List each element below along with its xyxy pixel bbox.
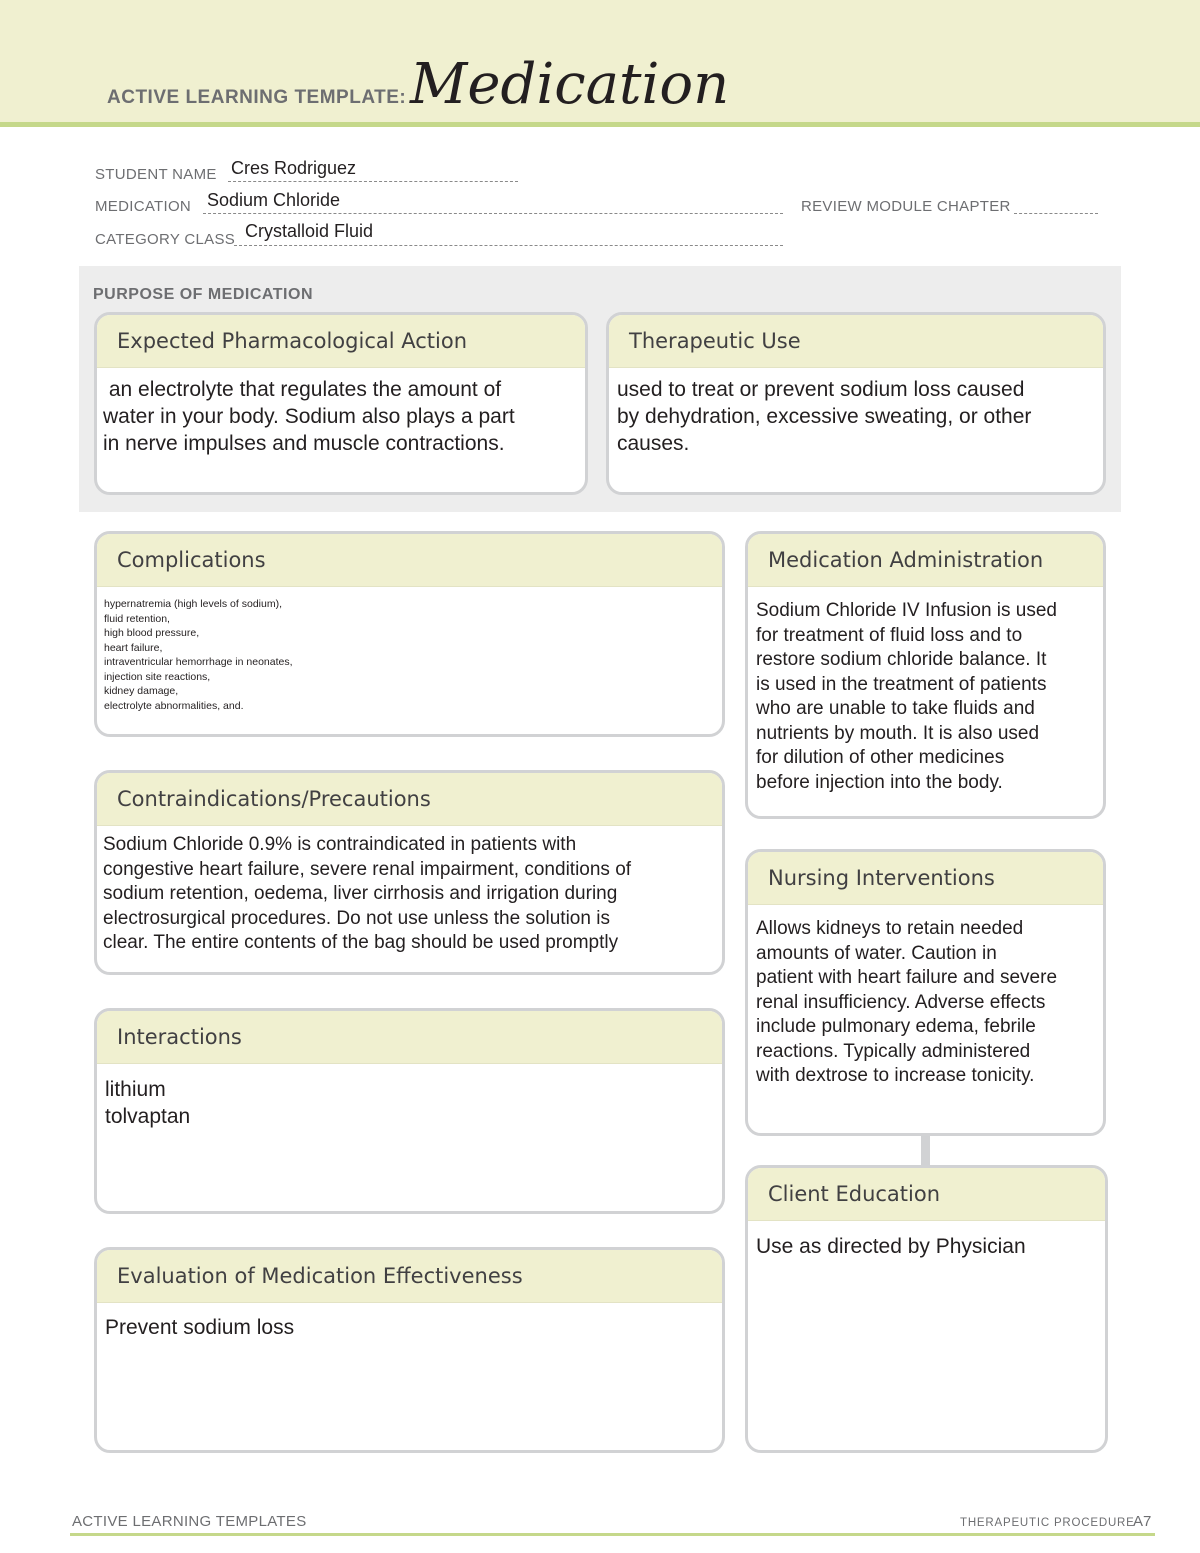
text-line: high blood pressure, bbox=[104, 627, 200, 639]
medication-label: MEDICATION bbox=[95, 198, 192, 215]
text-line: clear. The entire contents of the bag should be used promptly bbox=[103, 932, 619, 953]
category-class-field[interactable]: Crystalloid Fluid bbox=[245, 221, 374, 241]
text-line: lithium bbox=[105, 1078, 166, 1101]
footer-section: THERAPEUTIC PROCEDURE bbox=[960, 1517, 1135, 1529]
footer-title: ACTIVE LEARNING TEMPLATES bbox=[72, 1513, 307, 1530]
text-line: is used in the treatment of patients bbox=[756, 673, 1047, 695]
text-line: congestive heart failure, severe renal impairment, conditions of bbox=[103, 858, 632, 880]
text-line: causes. bbox=[617, 432, 690, 455]
contraindications-box bbox=[94, 770, 725, 975]
student-name-label: STUDENT NAME bbox=[95, 166, 217, 183]
text-line: Sodium Chloride 0.9% is contraindicated in patients with bbox=[103, 834, 577, 855]
text-line: amounts of water. Caution in bbox=[756, 942, 997, 964]
text-line: nutrients by mouth. It is also used bbox=[756, 722, 1040, 744]
text-line: tolvaptan bbox=[105, 1105, 191, 1128]
complications-box bbox=[94, 531, 725, 737]
page-number: A7 bbox=[1133, 1513, 1152, 1530]
text-line: with dextrose to increase tonicity. bbox=[756, 1065, 1035, 1086]
nursing-interventions-text[interactable] bbox=[748, 905, 1103, 1089]
text-line: intraventricular hemorrhage in neonates, bbox=[104, 656, 293, 668]
text-line: hypernatremia (high levels of sodium), bbox=[104, 598, 282, 610]
text-line: Use as directed by Physician bbox=[756, 1235, 1026, 1258]
text-line: reactions. Typically administered bbox=[756, 1040, 1031, 1062]
interactions-box bbox=[94, 1008, 725, 1214]
contraindications-heading: Contraindications/Precautions bbox=[97, 773, 722, 826]
nursing-interventions-heading: Nursing Interventions bbox=[748, 852, 1103, 905]
interactions-heading: Interactions bbox=[97, 1011, 722, 1064]
text-line: in nerve impulses and muscle contractions. bbox=[103, 432, 505, 455]
text-line: Sodium Chloride IV Infusion is used bbox=[756, 600, 1057, 621]
text-line: water in your body. Sodium also plays a part bbox=[103, 405, 515, 428]
nursing-interventions-box bbox=[745, 849, 1106, 1136]
text-line: heart failure, bbox=[104, 641, 163, 654]
medication-administration-heading: Medication Administration bbox=[748, 534, 1103, 587]
therapeutic-use-text[interactable] bbox=[609, 368, 1103, 457]
text-line: sodium retention, oedema, liver cirrhosis and irrigation during bbox=[103, 883, 618, 904]
text-line: Allows kidneys to retain needed bbox=[756, 918, 1024, 939]
contraindications-text[interactable] bbox=[97, 826, 722, 956]
medication-line bbox=[203, 213, 783, 214]
review-module-field[interactable] bbox=[1014, 213, 1098, 214]
student-name-field[interactable]: Cres Rodriguez bbox=[231, 158, 357, 178]
evaluation-heading: Evaluation of Medication Effectiveness bbox=[97, 1250, 722, 1303]
text-line: restore sodium chloride balance. It bbox=[756, 649, 1047, 670]
expected-action-text[interactable] bbox=[97, 368, 585, 457]
client-education-text[interactable] bbox=[748, 1221, 1105, 1260]
text-line: an electrolyte that regulates the amount of bbox=[103, 378, 502, 401]
medication-field[interactable]: Sodium Chloride bbox=[207, 190, 341, 210]
purpose-title: PURPOSE OF MEDICATION bbox=[93, 286, 313, 303]
medication-administration-text[interactable] bbox=[748, 587, 1103, 795]
text-line: patient with heart failure and severe bbox=[756, 967, 1058, 988]
text-line: electrosurgical procedures. Do not use unless the solution is bbox=[103, 907, 610, 929]
text-line: injection site reactions, bbox=[104, 670, 211, 683]
text-line: renal insufficiency. Adverse effects bbox=[756, 991, 1046, 1013]
text-line: for treatment of fluid loss and to bbox=[756, 624, 1023, 646]
category-class-label: CATEGORY CLASS bbox=[95, 231, 236, 248]
page-title: Medication bbox=[410, 52, 730, 117]
review-module-label: REVIEW MODULE CHAPTER bbox=[801, 198, 1011, 215]
therapeutic-use-heading: Therapeutic Use bbox=[609, 315, 1103, 368]
header-label: ACTIVE LEARNING TEMPLATE: bbox=[107, 87, 407, 108]
text-line: Prevent sodium loss bbox=[105, 1316, 295, 1339]
complications-heading: Complications bbox=[97, 534, 722, 587]
text-line: by dehydration, excessive sweating, or other bbox=[617, 405, 1032, 428]
student-name-line bbox=[228, 181, 518, 182]
client-education-box bbox=[745, 1165, 1108, 1453]
box-connector bbox=[921, 1134, 930, 1166]
complications-text[interactable] bbox=[97, 587, 722, 713]
text-line: before injection into the body. bbox=[756, 771, 1003, 793]
text-line: who are unable to take fluids and bbox=[756, 698, 1035, 719]
expected-action-heading: Expected Pharmacological Action bbox=[97, 315, 585, 368]
text-line: kidney damage, bbox=[104, 685, 179, 697]
client-education-heading: Client Education bbox=[748, 1168, 1105, 1221]
therapeutic-use-box bbox=[606, 312, 1106, 495]
text-line: used to treat or prevent sodium loss caused bbox=[617, 378, 1025, 401]
text-line: include pulmonary edema, febrile bbox=[756, 1016, 1036, 1037]
text-line: electrolyte abnormalities, and. bbox=[104, 699, 244, 712]
text-line: fluid retention, bbox=[104, 612, 170, 625]
header-rule bbox=[0, 122, 1200, 127]
evaluation-box bbox=[94, 1247, 725, 1453]
interactions-text[interactable] bbox=[97, 1064, 722, 1130]
expected-action-box bbox=[94, 312, 588, 495]
medication-administration-box bbox=[745, 531, 1106, 819]
category-class-line bbox=[234, 245, 783, 246]
text-line: for dilution of other medicines bbox=[756, 747, 1005, 768]
footer-rule bbox=[70, 1533, 1155, 1536]
evaluation-text[interactable] bbox=[97, 1303, 722, 1341]
